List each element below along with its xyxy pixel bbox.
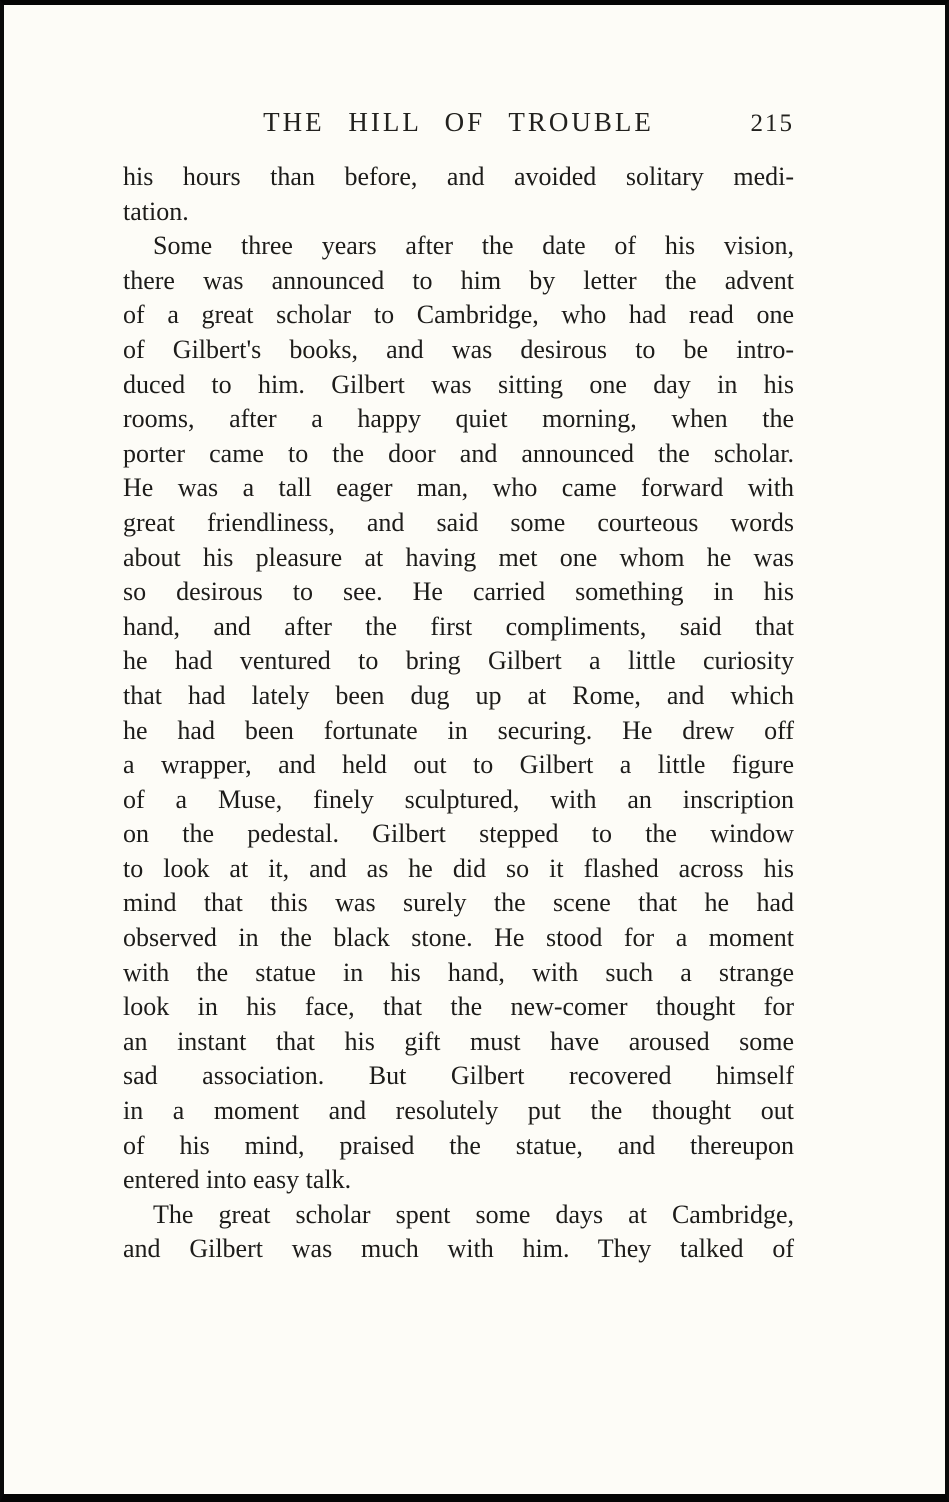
text-line: about his pleasure at having met one whom he was (123, 542, 794, 572)
running-title: THE HILL OF TROUBLE (263, 107, 654, 137)
text-line: of his mind, praised the statue, and thereupon (123, 1130, 794, 1160)
paragraph (123, 229, 794, 1198)
text-line: in a moment and resolutely put the thought out (123, 1096, 794, 1126)
text-line: he had been fortunate in securing. He drew off (123, 715, 794, 745)
text-line: of a Muse, finely sculptured, with an inscription (123, 784, 794, 814)
text-line: of Gilbert's books, and was desirous to be intro- (123, 334, 794, 364)
text-line: he had ventured to bring Gilbert a little curiosity (123, 646, 794, 676)
text-line: observed in the black stone. He stood for a moment (123, 923, 794, 953)
text-line: his hours than before, and avoided solitary medi- (123, 162, 794, 191)
text-line: tation. (123, 196, 189, 226)
text-line: porter came to the door and announced the scholar. (123, 438, 794, 468)
text-line: great friendliness, and said some courteous words (123, 507, 794, 537)
text-line: on the pedestal. Gilbert stepped to the window (123, 819, 794, 849)
text-line: with the statue in his hand, with such a strange (123, 957, 794, 987)
text-line: mind that this was surely the scene that he had (123, 888, 794, 918)
paragraph (123, 1198, 794, 1267)
text-line: to look at it, and as he did so it flashed across his (123, 853, 794, 883)
page-header (123, 107, 794, 143)
text-line: The great scholar spent some days at Cambridge, (153, 1199, 794, 1229)
text-line: rooms, after a happy quiet morning, when the (123, 404, 794, 434)
text-line: Some three years after the date of his vision, (153, 231, 794, 261)
text-line: look in his face, that the new-comer thought for (123, 992, 794, 1022)
paragraph (123, 160, 794, 229)
text-line: He was a tall eager man, who came forward with (123, 473, 794, 503)
text-line: so desirous to see. He carried something in his (123, 577, 794, 607)
text-line: there was announced to him by letter the advent (123, 265, 794, 295)
text-line: an instant that his gift must have aroused some (123, 1026, 794, 1056)
text-line: a wrapper, and held out to Gilbert a little figure (123, 750, 794, 780)
text-line: and Gilbert was much with him. They talked of (123, 1234, 794, 1264)
text-line: of a great scholar to Cambridge, who had read one (123, 300, 794, 330)
page-number: 215 (750, 110, 794, 137)
text-line: duced to him. Gilbert was sitting one day in his (123, 369, 794, 399)
text-line: that had lately been dug up at Rome, and which (123, 680, 794, 710)
text-line: hand, and after the first compliments, said that (123, 611, 794, 641)
text-line: sad association. But Gilbert recovered himself (123, 1061, 794, 1091)
body-text (123, 160, 794, 1267)
text-line: entered into easy talk. (123, 1165, 352, 1195)
